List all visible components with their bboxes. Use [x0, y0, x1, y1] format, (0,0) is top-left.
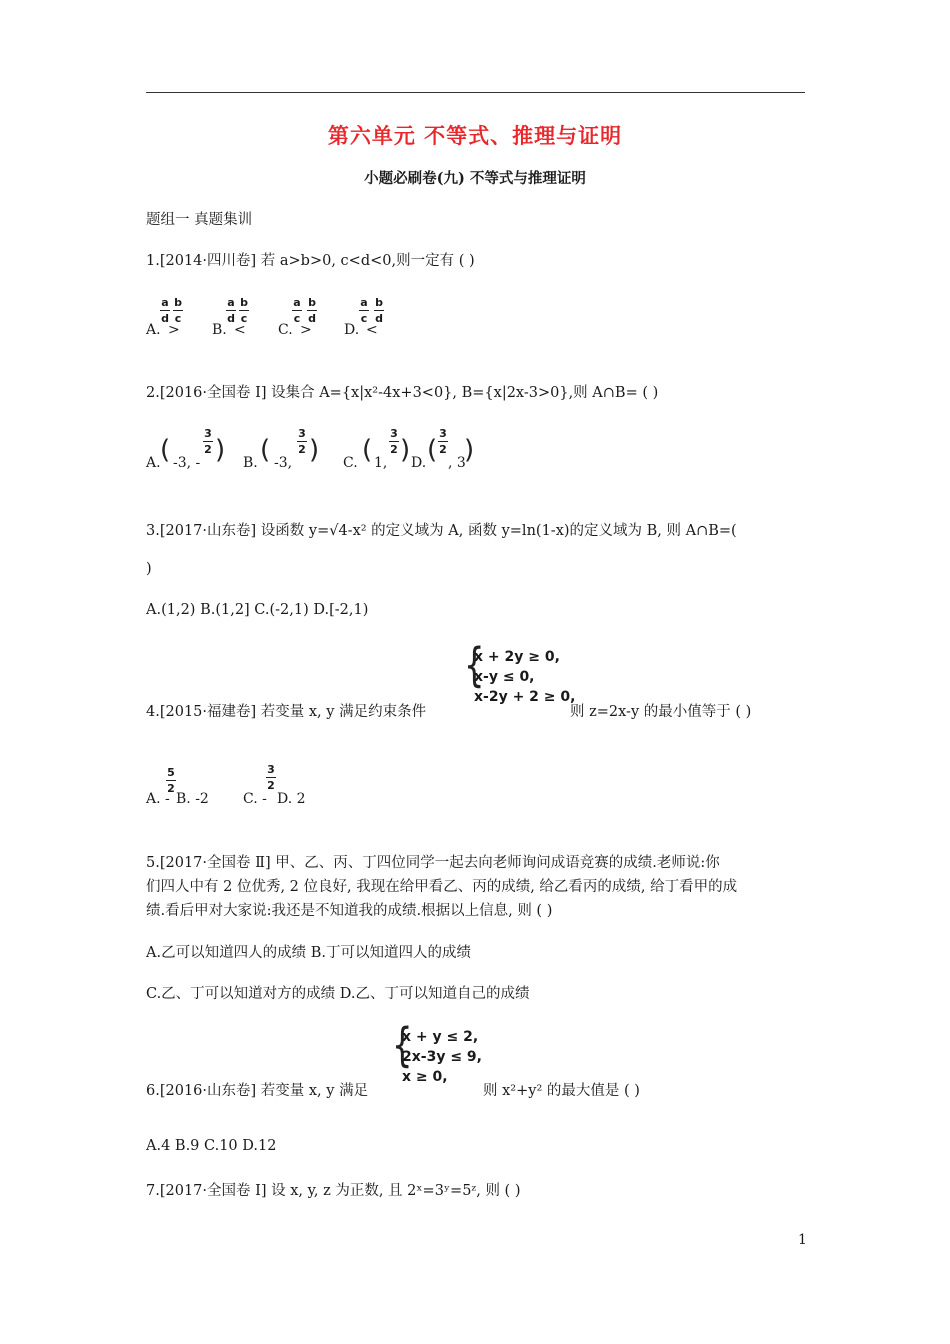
- q2b-frac-bar: [297, 441, 307, 442]
- q1-option-b: B.: [212, 322, 227, 338]
- q1b-num2: b: [240, 296, 248, 309]
- q4a-frac-den: 2: [167, 782, 175, 795]
- q1d-den1: c: [360, 312, 368, 325]
- q2-option-d: D.: [411, 455, 427, 471]
- q2-option-b: B.: [243, 455, 258, 471]
- q1d-num1: a: [360, 296, 368, 309]
- q1a-comparator: >: [168, 322, 180, 338]
- q2a-right-paren: ): [215, 435, 226, 465]
- q6-options: A.4 B.9 C.10 D.12: [146, 1138, 277, 1154]
- q7-stem: 7.[2017·全国卷 Ⅰ] 设 x, y, z 为正数, 且 2ˣ=3ʸ=5ᶻ, 则 ( ): [146, 1183, 521, 1199]
- q4c-frac-num: 3: [267, 763, 275, 776]
- q2-option-a: A.: [146, 455, 161, 471]
- header-rule: [146, 92, 805, 93]
- q1b-den2: c: [240, 312, 248, 325]
- q5-options-ab: A.乙可以知道四人的成绩 B.丁可以知道四人的成绩: [146, 945, 471, 961]
- q2b-right-paren: ): [309, 435, 320, 465]
- q3-stem-cont: ): [146, 561, 152, 577]
- q3-options: A.(1,2) B.(1,2] C.(-2,1) D.[-2,1): [146, 602, 369, 618]
- q2d-frac-den: 2: [439, 443, 447, 456]
- q4c-frac-den: 2: [267, 779, 275, 792]
- q1a-den1: d: [161, 312, 169, 325]
- q2-option-c: C.: [343, 455, 358, 471]
- q1a-den2: c: [174, 312, 182, 325]
- page-number: 1: [798, 1232, 807, 1248]
- q2b-frac-den: 2: [298, 443, 306, 456]
- q1c-num2: b: [308, 296, 316, 309]
- q6-constraint-1: x + y ≤ 2,: [402, 1029, 479, 1045]
- q5-line-2: 们四人中有 2 位优秀, 2 位良好, 我现在给甲看乙、丙的成绩, 给乙看丙的成绩, 给丁看甲的成: [146, 879, 738, 895]
- q1b-bar2: [239, 310, 249, 311]
- q1c-den1: c: [293, 312, 301, 325]
- q2d-left-paren: (: [427, 435, 438, 465]
- q6-stem: 6.[2016·山东卷] 若变量 x, y 满足: [146, 1083, 369, 1099]
- q2d-frac-num: 3: [439, 427, 447, 440]
- q1c-den2: d: [308, 312, 316, 325]
- q2b-frac-num: 3: [298, 427, 306, 440]
- q1a-bar1: [160, 310, 170, 311]
- q1b-num1: a: [227, 296, 235, 309]
- q1a-num2: b: [174, 296, 182, 309]
- q1a-bar2: [173, 310, 183, 311]
- q1c-bar2: [307, 310, 317, 311]
- q4-stem: 4.[2015·福建卷] 若变量 x, y 满足约束条件: [146, 704, 427, 720]
- q2c-values: 1,: [374, 455, 388, 471]
- q4-option-b: B. -2: [176, 791, 209, 807]
- q4-constraint-2: x-y ≤ 0,: [474, 669, 535, 685]
- group-heading: 题组一 真题集训: [146, 212, 253, 228]
- q1d-bar2: [374, 310, 384, 311]
- paper-subtitle: 小题必刷卷(九) 不等式与推理证明: [364, 170, 586, 187]
- q1-option-d: D.: [344, 322, 360, 338]
- q1b-comparator: <: [234, 322, 246, 338]
- q3-stem: 3.[2017·山东卷] 设函数 y=√4-x² 的定义域为 A, 函数 y=ln(1-x)的定义域为 B, 则 A∩B=(: [146, 523, 737, 539]
- q1-option-a: A.: [146, 322, 161, 338]
- q2a-frac-bar: [203, 441, 213, 442]
- q2a-frac-num: 3: [204, 427, 212, 440]
- q4-stem-tail: 则 z=2x-y 的最小值等于 ( ): [570, 704, 752, 720]
- q1b-bar1: [226, 310, 236, 311]
- q1c-bar1: [292, 310, 302, 311]
- q2d-frac-bar: [438, 441, 448, 442]
- q4-constraint-3: x-2y + 2 ≥ 0,: [474, 689, 576, 705]
- q2b-values: -3,: [274, 455, 293, 471]
- q2b-left-paren: (: [260, 435, 271, 465]
- q6-system-brace: {: [392, 1018, 413, 1072]
- q1-stem: 1.[2014·四川卷] 若 a>b>0, c<d<0,则一定有 ( ): [146, 253, 475, 269]
- q2d-values: , 3: [448, 455, 466, 471]
- q4-option-a: A. -: [146, 791, 170, 807]
- q1c-comparator: >: [300, 322, 312, 338]
- q4a-frac-num: 5: [167, 766, 175, 779]
- q4c-frac-bar: [266, 777, 276, 778]
- q2c-right-paren: ): [400, 435, 411, 465]
- q1d-bar1: [359, 310, 369, 311]
- q4-constraint-1: x + 2y ≥ 0,: [474, 649, 560, 665]
- q1c-num1: a: [293, 296, 301, 309]
- q2c-left-paren: (: [362, 435, 373, 465]
- q2a-values: -3, -: [173, 455, 201, 471]
- q1a-num1: a: [161, 296, 169, 309]
- q6-constraint-2: 2x-3y ≤ 9,: [402, 1049, 482, 1065]
- q4-system-brace: {: [464, 638, 485, 692]
- q6-constraint-3: x ≥ 0,: [402, 1069, 448, 1085]
- q1-option-c: C.: [278, 322, 293, 338]
- q2c-frac-den: 2: [390, 443, 398, 456]
- q5-line-3: 绩.看后甲对大家说:我还是不知道我的成绩.根据以上信息, 则 ( ): [146, 903, 553, 919]
- q5-line-1: 5.[2017·全国卷 Ⅱ] 甲、乙、丙、丁四位同学一起去向老师询问成语竞赛的成绩.老师说:你: [146, 855, 720, 871]
- q1d-den2: d: [375, 312, 383, 325]
- q6-stem-tail: 则 x²+y² 的最大值是 ( ): [483, 1083, 640, 1099]
- q2-stem: 2.[2016·全国卷 Ⅰ] 设集合 A={x|x²-4x+3<0}, B={x|2x-3>0},则 A∩B= ( ): [146, 385, 659, 401]
- q2c-frac-bar: [389, 441, 399, 442]
- q2d-right-paren: ): [464, 435, 475, 465]
- q1d-comparator: <: [366, 322, 378, 338]
- q1d-num2: b: [375, 296, 383, 309]
- q4a-frac-bar: [166, 780, 176, 781]
- q2a-frac-den: 2: [204, 443, 212, 456]
- unit-title: 第六单元 不等式、推理与证明: [327, 123, 623, 148]
- q2c-frac-num: 3: [390, 427, 398, 440]
- q4-option-d: D. 2: [277, 791, 306, 807]
- q5-options-cd: C.乙、丁可以知道对方的成绩 D.乙、丁可以知道自己的成绩: [146, 986, 530, 1002]
- q1b-den1: d: [227, 312, 235, 325]
- q2a-left-paren: (: [160, 435, 171, 465]
- q4-option-c: C. -: [243, 791, 267, 807]
